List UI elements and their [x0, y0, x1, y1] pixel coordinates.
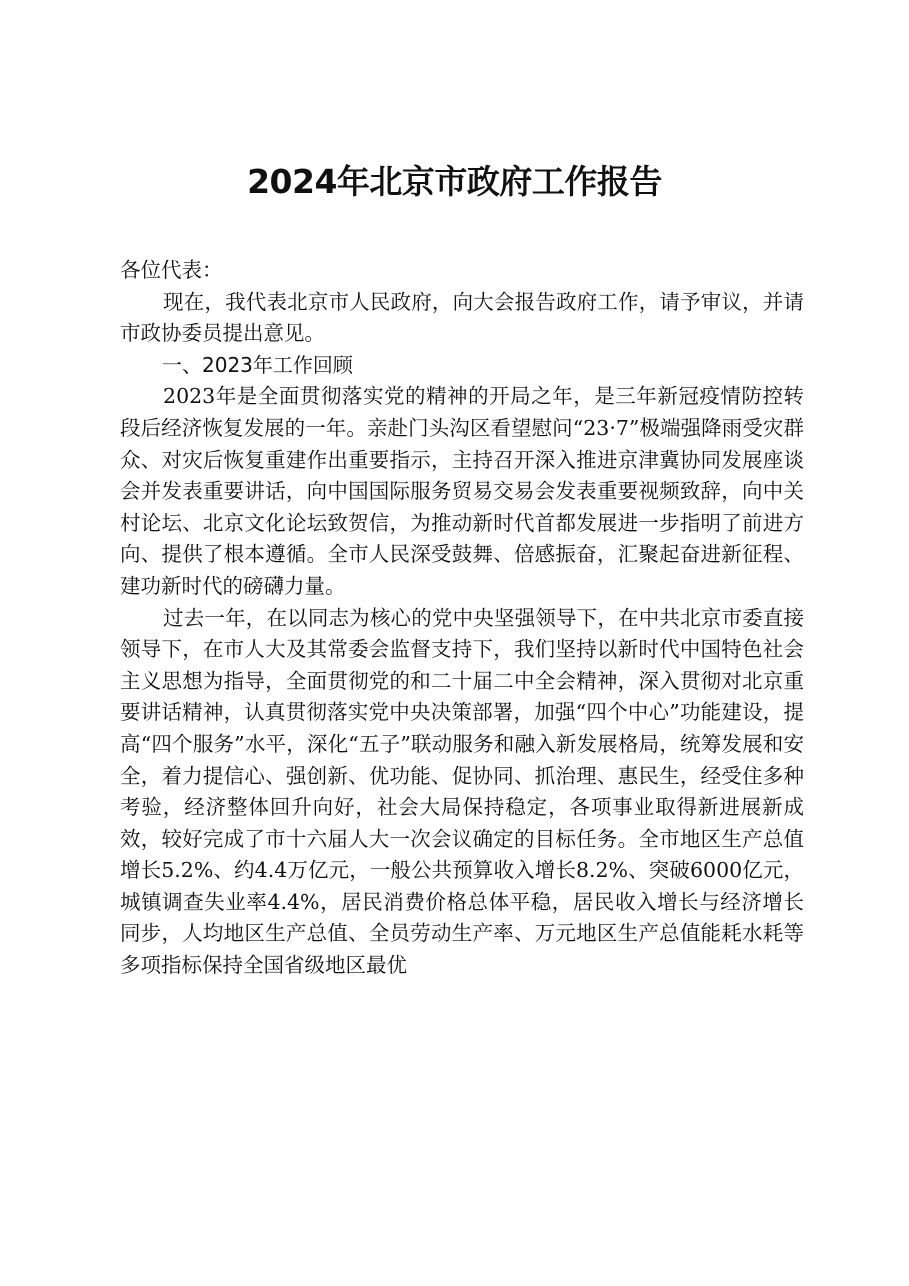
section-heading: 一、2023年工作回顾: [162, 352, 353, 377]
body-paragraph: 2023年是全面贯彻落实党的精神的开局之年，是三年新冠疫情防控转段后经济恢复发展的一年。亲赴门头沟区看望慰问“23·7”极端强降雨受灾群众、对灾后恢复重建作出重要指示，主持召开深入推进京津冀协同发展座谈会并发表重要讲话，向中国国际服务贸易交易会发表重要视频致辞，向中关村论坛、北京文化论坛致贺信，为推动新时代首都发展进一步指明了前进方向、提供了根本遵循。全市人民深受鼓舞、倍感振奋，汇聚起奋进新征程、建功新时代的磅礴力量。: [120, 384, 804, 598]
document-body: [120, 255, 804, 982]
salutation: 各位代表：: [120, 258, 223, 282]
body-paragraph: 过去一年，在以同志为核心的党中央坚强领导下，在中共北京市委直接领导下，在市人大及其常委会监督支持下，我们坚持以新时代中国特色社会主义思想为指导，全面贯彻党的和二十届二中全会精神，深入贯彻对北京重要讲话精神，认真贯彻落实党中央决策部署，加强“四个中心”功能建设，提高“四个服务”水平，深化“五子”联动服务和融入新发展格局，统筹发展和安全，着力提信心、强创新、优功能、促协同、抓治理、惠民生，经受住多种考验，经济整体回升向好，社会大局保持稳定，各项事业取得新进展新成效，较好完成了市十六届人大一次会议确定的目标任务。全市地区生产总值增长5.2%、约4.4万亿元，一般公共预算收入增长8.2%、突破6000亿元，城镇调查失业率4.4%，居民消费价格总体平稳，居民收入增长与经济增长同步，人均地区生产总值、全员劳动生产率、万元地区生产总值能耗水耗等多项指标保持全国省级地区最优: [120, 605, 804, 978]
opening-paragraph: 现在，我代表北京市人民政府，向大会报告政府工作，请予审议，并请市政协委员提出意见。: [120, 289, 804, 346]
document-title: 2024年北京市政府工作报告: [247, 162, 662, 201]
